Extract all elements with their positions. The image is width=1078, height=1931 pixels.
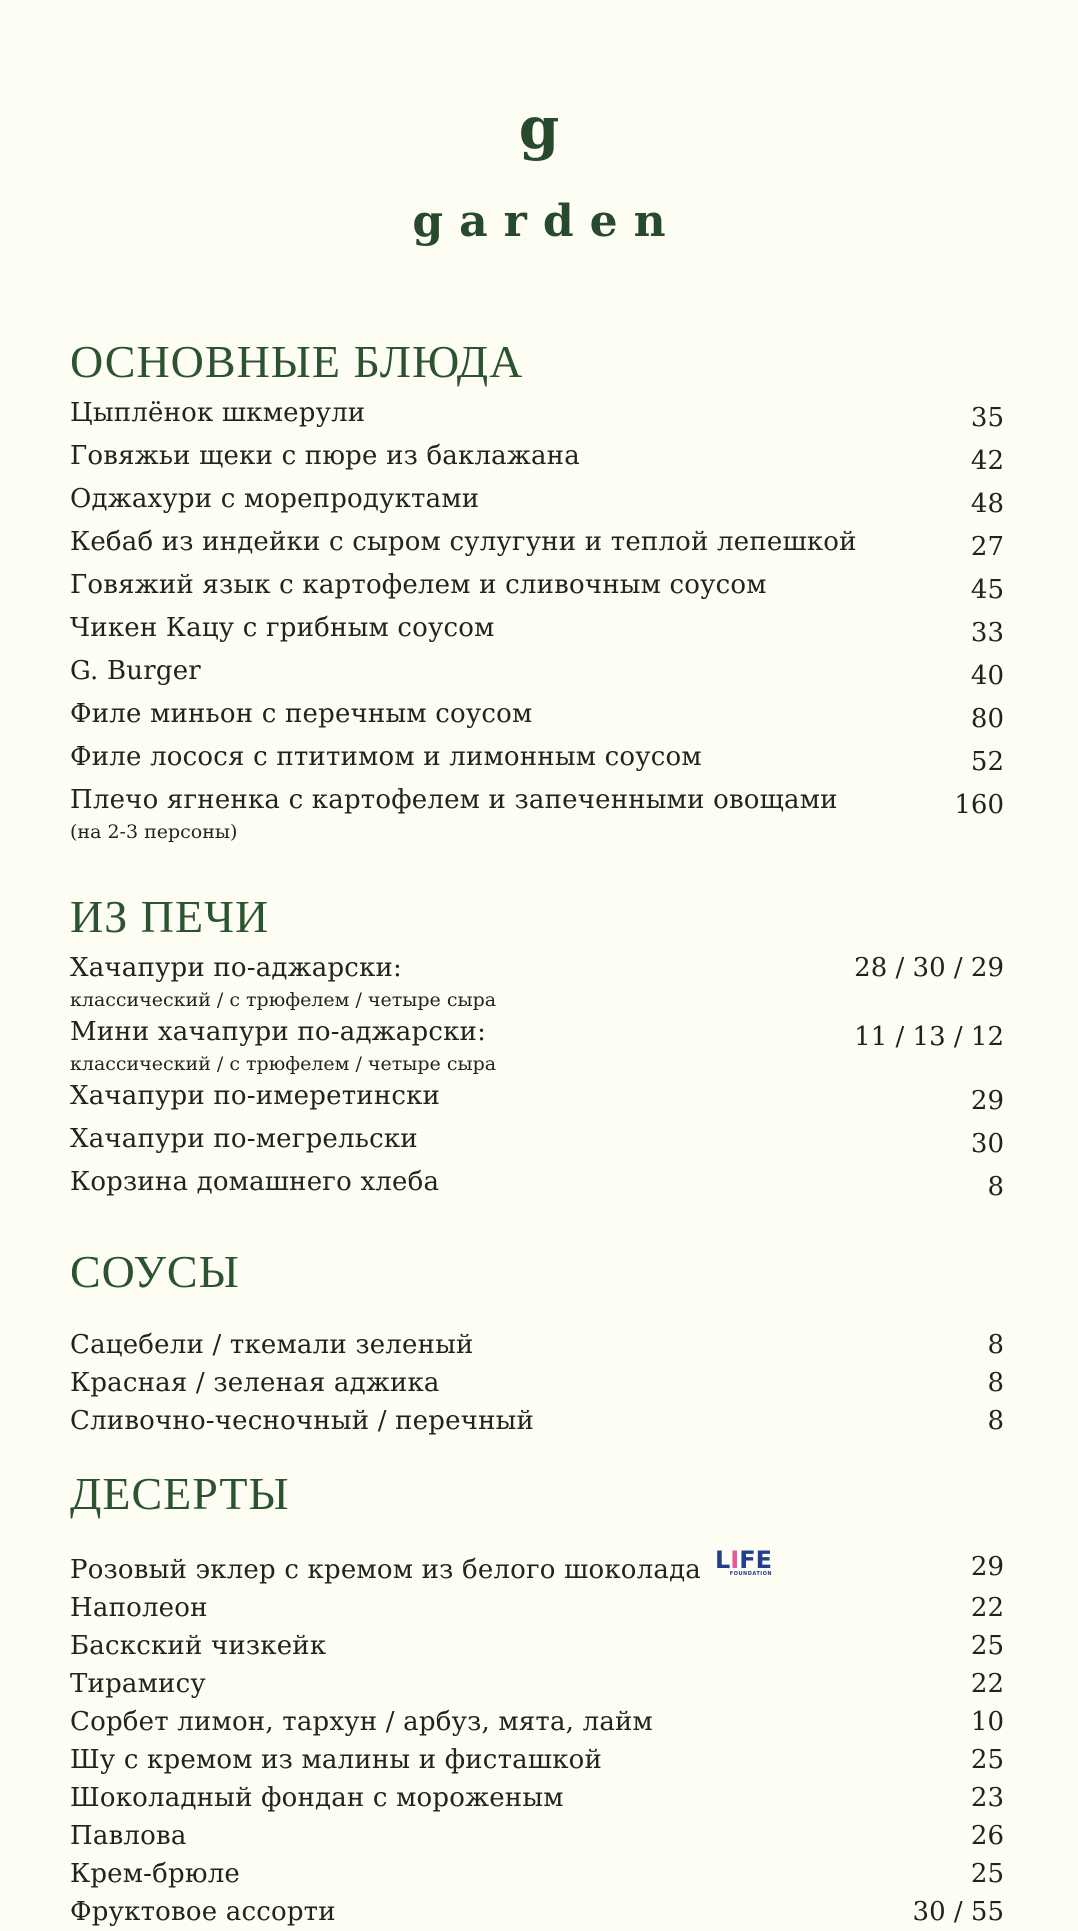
- menu-item: [70, 1402, 1004, 1440]
- life-foundation-logo: [715, 1548, 772, 1577]
- item-name: Фруктовое ассорти: [70, 1897, 336, 1927]
- item-note: классический / с трюфелем / четыре сыра: [70, 989, 497, 1011]
- menu-item: [70, 1855, 1004, 1893]
- item-price: 29: [970, 1086, 1004, 1116]
- item-price: 42: [970, 446, 1004, 476]
- spacer: [70, 845, 1004, 885]
- spacer: [70, 1440, 1004, 1462]
- item-name: Баскский чизкейк: [70, 1631, 327, 1661]
- item-name: Сорбет лимон, тархун / арбуз, мята, лайм: [70, 1707, 653, 1737]
- menu-item: [70, 652, 1004, 695]
- menu-item: [70, 566, 1004, 609]
- menu-item: [70, 695, 1004, 738]
- item-note: классический / с трюфелем / четыре сыра: [70, 1053, 497, 1075]
- item-price: 160: [954, 790, 1004, 820]
- item-name: Хачапури по-мегрельски: [70, 1124, 418, 1154]
- item-name: Наполеон: [70, 1593, 208, 1623]
- item-price: 35: [970, 403, 1004, 433]
- item-name: Филе миньон с перечным соусом: [70, 699, 533, 729]
- section-title: ИЗ ПЕЧИ: [70, 891, 270, 942]
- menu-item: [70, 1817, 1004, 1855]
- item-name: Цыплёнок шкмерули: [70, 398, 366, 428]
- logo-wordmark: garden: [412, 196, 682, 247]
- item-price: 8: [987, 1368, 1004, 1398]
- menu-item: [70, 1163, 1004, 1206]
- spacer: [70, 1526, 1004, 1548]
- section-title: ДЕСЕРТЫ: [70, 1468, 290, 1519]
- item-name: Шу с кремом из малины и фисташкой: [70, 1745, 603, 1775]
- section-oven: [70, 885, 1004, 1206]
- section-desserts: [70, 1462, 1004, 1931]
- menu-page: [70, 330, 1004, 1931]
- item-name: Корзина домашнего хлеба: [70, 1167, 440, 1197]
- item-name: Чикен Кацу с грибным соусом: [70, 613, 495, 643]
- section-main-dishes: [70, 330, 1004, 845]
- spacer: [70, 1206, 1004, 1240]
- menu-item: [70, 1364, 1004, 1402]
- menu-item: [70, 1779, 1004, 1817]
- menu-item: [70, 1548, 1004, 1589]
- item-name: Филе лосося с птитимом и лимонным соусом: [70, 742, 702, 772]
- item-name: [70, 1548, 772, 1589]
- item-price: 8: [987, 1406, 1004, 1436]
- item-price: 25: [970, 1859, 1004, 1889]
- menu-item: [70, 1077, 1004, 1120]
- item-price: 52: [970, 747, 1004, 777]
- item-name: Мини хачапури по-аджарски:: [70, 1017, 487, 1047]
- item-name: Сацебели / ткемали зеленый: [70, 1330, 474, 1360]
- item-name: Сливочно-чесночный / перечный: [70, 1406, 535, 1436]
- menu-item: [70, 1589, 1004, 1627]
- item-price: 27: [970, 532, 1004, 562]
- item-price: 8: [987, 1330, 1004, 1360]
- item-name: Шоколадный фондан с мороженым: [70, 1783, 564, 1813]
- item-price: 80: [970, 704, 1004, 734]
- item-name: Хачапури по-имеретински: [70, 1081, 441, 1111]
- item-price: 23: [970, 1783, 1004, 1813]
- section-title: ОСНОВНЫЕ БЛЮДА: [70, 336, 524, 387]
- menu-item: [70, 394, 1004, 437]
- item-name: Хачапури по-аджарски:: [70, 953, 403, 983]
- item-price: 33: [970, 618, 1004, 648]
- item-note: (на 2-3 персоны): [70, 821, 238, 843]
- menu-item: [70, 1013, 1004, 1077]
- menu-item: [70, 480, 1004, 523]
- item-name: Оджахури с морепродуктами: [70, 484, 480, 514]
- item-price: 22: [970, 1593, 1004, 1623]
- item-price: 45: [970, 575, 1004, 605]
- section-title: СОУСЫ: [70, 1246, 240, 1297]
- item-price: 25: [970, 1631, 1004, 1661]
- menu-item: [70, 1665, 1004, 1703]
- menu-item: [70, 1893, 1004, 1931]
- item-price: 30 / 55: [912, 1897, 1004, 1927]
- item-price: 28 / 30 / 29: [854, 953, 1004, 983]
- menu-item: [70, 1741, 1004, 1779]
- menu-item: [70, 949, 1004, 1013]
- life-badge-text: LIFE: [714, 1546, 773, 1574]
- menu-item: [70, 1703, 1004, 1741]
- item-name: Павлова: [70, 1821, 187, 1851]
- menu-item: [70, 781, 1004, 845]
- item-name: Тирамису: [70, 1669, 206, 1699]
- item-price: 30: [970, 1129, 1004, 1159]
- menu-item: [70, 437, 1004, 480]
- item-name: Красная / зеленая аджика: [70, 1368, 440, 1398]
- life-badge-sub: FOUNDATION: [729, 1571, 773, 1577]
- spacer: [70, 1304, 1004, 1326]
- menu-item: [70, 609, 1004, 652]
- item-price: 40: [970, 661, 1004, 691]
- logo-mark: g: [518, 94, 560, 162]
- menu-item: [70, 523, 1004, 566]
- menu-item: [70, 1627, 1004, 1665]
- menu-item: [70, 1326, 1004, 1364]
- item-name: Плечо ягненка с картофелем и запеченными овощами: [70, 785, 838, 815]
- item-price: 25: [970, 1745, 1004, 1775]
- menu-item: [70, 738, 1004, 781]
- item-name: Говяжий язык с картофелем и сливочным соусом: [70, 570, 767, 600]
- item-name: Говяжьи щеки с пюре из баклажана: [70, 441, 580, 471]
- item-price: 11 / 13 / 12: [854, 1022, 1004, 1052]
- item-price: 22: [970, 1669, 1004, 1699]
- item-name: Кебаб из индейки с сыром сулугуни и теплой лепешкой: [70, 527, 857, 557]
- menu-item: [70, 1120, 1004, 1163]
- item-price: 29: [970, 1552, 1004, 1582]
- item-price: 26: [970, 1821, 1004, 1851]
- item-price: 48: [970, 489, 1004, 519]
- item-price: 8: [987, 1172, 1004, 1202]
- item-name: Крем-брюле: [70, 1859, 240, 1889]
- section-sauces: [70, 1240, 1004, 1440]
- item-price: 10: [970, 1707, 1004, 1737]
- item-name: G. Burger: [70, 656, 201, 686]
- item-name-text: Розовый эклер с кремом из белого шоколада: [70, 1555, 701, 1585]
